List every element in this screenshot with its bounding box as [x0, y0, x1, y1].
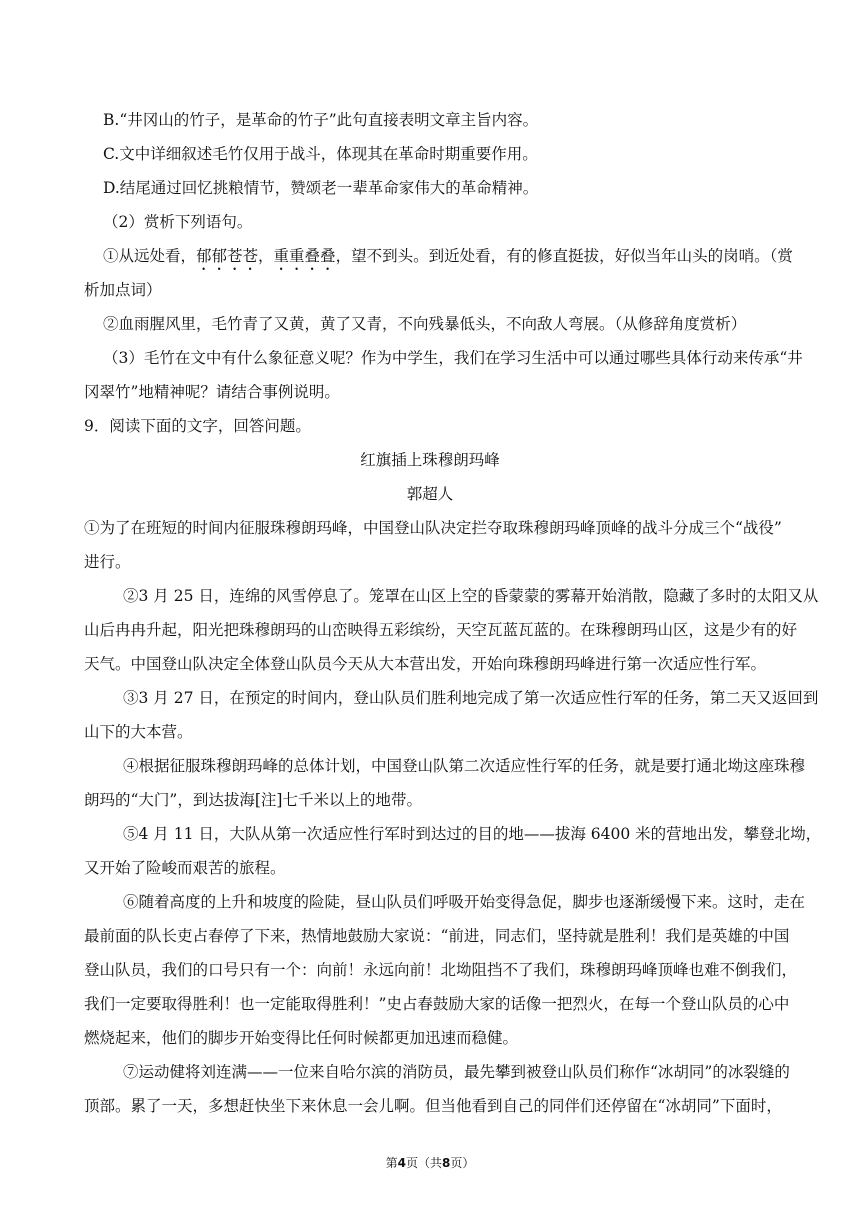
para6-line3: 登山队员，我们的口号只有一个：向前！永远向前！北坳阻挡不了我们，珠穆朗玛峰顶峰也难不倒我们， [84, 961, 798, 979]
footer-suffix: 页） [450, 1156, 475, 1170]
q8-sub3-line2: 冈翠竹”地精神呢？请结合事例说明。 [84, 383, 340, 401]
para6-line4: 我们一定要取得胜利！也一定能取得胜利！”史占春鼓励大家的话像一把烈火，在每一个登山队员的心中 [84, 995, 790, 1013]
q8-sentence2: ②血雨腥风里，毛竹青了又黄，黄了又青，不向残暴低头，不向敌人弯展。（从修辞角度赏析） [103, 315, 747, 333]
footer-total-pages: 8 [442, 1156, 451, 1170]
q8-sentence1-cont: 析加点词） [84, 281, 162, 299]
para1-line2: 进行。 [84, 553, 131, 571]
para3-line2: 山下的大本营。 [84, 723, 193, 741]
q9-stem: 9．阅读下面的文字，回答问题。 [84, 417, 311, 435]
para5-line1: ⑤4 月 11 日，大队从第一次适应性行军时到达过的目的地——拔海 6400 米的营地出发，攀登北坳， [123, 825, 822, 843]
q8-sentence1 [103, 246, 793, 274]
para4-line2: 朗玛的“大门”，到达拔海[注]七千米以上的地带。 [84, 791, 422, 809]
q8-option-c: C.文中详细叙述毛竹仅用于战斗，体现其在革命时期重要作用。 [103, 145, 538, 163]
para2-line2: 山后冉冉升起，阳光把珠穆朗玛的山峦映得五彩缤纷，天空瓦蓝瓦蓝的。在珠穆朗玛山区，这是少有的好 [84, 621, 798, 639]
para7-line1: ⑦运动健将刘连满——一位来自哈尔滨的消防员，最先攀到被登山队员们称作“冰胡同”的冰裂缝的 [123, 1063, 790, 1081]
footer-prefix: 第 [385, 1156, 398, 1170]
para2-line3: 天气。中国登山队决定全体登山队员今天从大本营出发，开始向珠穆朗玛峰进行第一次适应性行军。 [84, 655, 767, 673]
sentence1-part-b: ， [258, 247, 274, 265]
para6-line1: ⑥随着高度的上升和坡度的险陡，昼山队员们呼吸开始变得急促，脚步也逐渐缓慢下来。这时，走在 [123, 893, 806, 911]
para1-line1: ①为了在班短的时间内征服珠穆朗玛峰，中国登山队决定拦夺取珠穆朗玛峰顶峰的战斗分成三个“战役” [84, 519, 782, 537]
footer-middle: 页（共 [405, 1156, 442, 1170]
article-author: 郭超人 [406, 485, 454, 503]
para4-line1: ④根据征服珠穆朗玛峰的总体计划，中国登山队第二次适应性行军的任务，就是要打通北坳这座珠穆 [123, 757, 806, 775]
footer-page-number: 4 [397, 1156, 406, 1170]
q8-sub3-line1: （3）毛竹在文中有什么象征意义呢？作为中学生，我们在学习生活中可以通过哪些具体行动来传承“井 [103, 349, 803, 367]
para6-line2: 最前面的队长吏占春停了下来，热情地鼓励大家说：“前进，同志们，坚持就是胜利！我们是英雄的中国 [84, 927, 790, 945]
dotted-words-1: 郁郁苍苍 [196, 247, 259, 265]
sentence1-part-a: ①从远处看， [103, 247, 197, 265]
dotted-words-2: 重重叠叠 [273, 247, 336, 265]
q8-option-d: D.结尾通过回忆挑粮情节，赞颂老一辈革命家伟大的革命精神。 [103, 179, 539, 197]
para5-line2: 又开始了险峻而艰苦的旅程。 [84, 859, 286, 877]
sentence1-part-c: ，望不到头。到近处看，有的修直挺拔，好似当年山头的岗哨。（赏 [335, 247, 793, 265]
para7-line2: 顶部。累了一天，多想赶快坐下来休息一会儿啊。但当他看到自己的同伴们还停留在“冰胡同”下面时， [84, 1097, 782, 1115]
para6-line5: 燃烧起来，他们的脚步开始变得比任何时候都更加迅速而稳健。 [84, 1029, 519, 1047]
page-footer [0, 1154, 860, 1171]
para3-line1: ③3 月 27 日，在预定的时间内，登山队员们胜利地完成了第一次适应性行军的任务，第二天又返回到 [123, 689, 819, 707]
q8-option-b: B.“井冈山的竹子，是革命的竹子”此句直接表明文章主旨内容。 [103, 111, 539, 129]
q8-sub2-heading: （2）赏析下列语句。 [103, 213, 253, 231]
article-title: 红旗插上珠穆朗玛峰 [360, 451, 500, 469]
para2-line1: ②3 月 25 日，连绵的风雪停息了。笼罩在山区上空的昏蒙蒙的雾幕开始消散，隐藏了多时的太阳又从 [123, 587, 819, 605]
